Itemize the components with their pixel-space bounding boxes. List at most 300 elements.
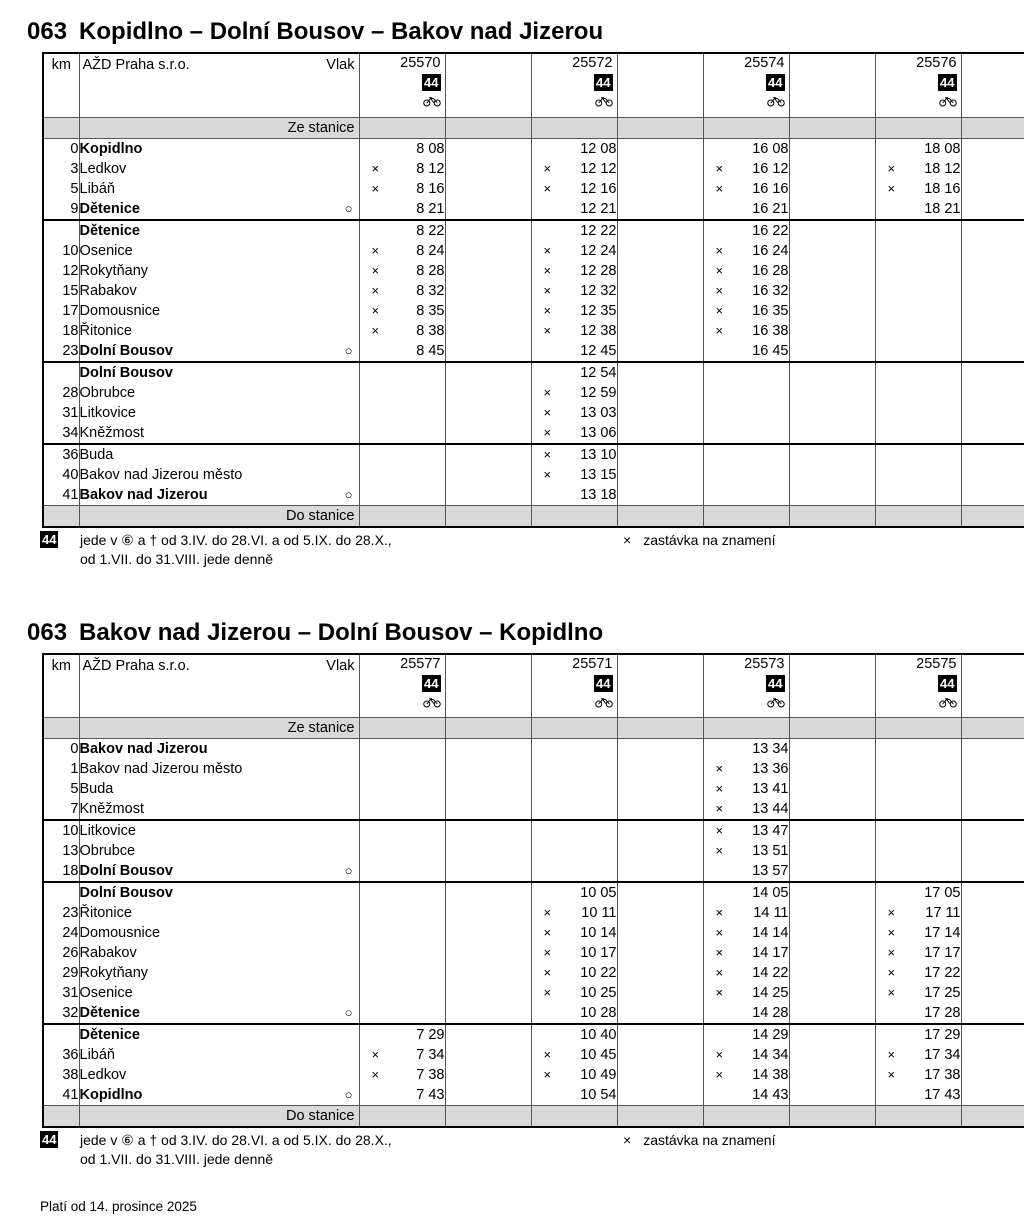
empty-cell (445, 138, 531, 159)
departure-time-cell (531, 1045, 617, 1065)
station-name: Buda (79, 781, 114, 797)
empty-cell (789, 444, 875, 465)
departure-time-cell (875, 882, 961, 903)
departure-time-cell (531, 179, 617, 199)
departure-time-cell (531, 423, 617, 444)
km-value: 3 (43, 159, 79, 179)
table-row (43, 281, 1024, 301)
station-name: Rokytňany (79, 965, 149, 981)
empty-cell (617, 138, 703, 159)
departure-time-cell (359, 220, 445, 241)
station-name-cell (79, 1003, 359, 1024)
footnote-text (80, 531, 392, 569)
band-cell-6 (875, 505, 961, 527)
departure-time-cell (703, 159, 789, 179)
departure-time-cell (531, 321, 617, 341)
time-value: 13 15 (580, 466, 617, 483)
km-value (43, 362, 79, 383)
departure-time-cell (531, 1065, 617, 1085)
empty-cell (961, 903, 1024, 923)
empty-cell (445, 1024, 531, 1045)
train-column-spacer-1 (445, 654, 531, 718)
train-column-25574 (703, 53, 789, 117)
time-value: 13 44 (752, 801, 789, 817)
band-cell-1 (445, 505, 531, 527)
empty-cell (875, 820, 961, 841)
departure-time-cell (875, 943, 961, 963)
table-row (43, 779, 1024, 799)
time-value: 10 22 (580, 965, 617, 981)
time-value: 7 34 (416, 1047, 445, 1063)
empty-cell (961, 362, 1024, 383)
empty-cell (531, 799, 617, 820)
time-value: 17 22 (924, 965, 961, 981)
empty-cell (359, 485, 445, 506)
empty-cell (789, 882, 875, 903)
timetable-title (0, 619, 1024, 653)
departure-time-cell (703, 1024, 789, 1045)
empty-cell (445, 963, 531, 983)
train-column-25573 (703, 654, 789, 718)
empty-cell (359, 739, 445, 760)
time-value: 12 59 (580, 384, 617, 401)
km-value: 10 (43, 820, 79, 841)
table-row (43, 261, 1024, 281)
request-stop-icon: × (543, 446, 552, 462)
km-value: 5 (43, 779, 79, 799)
km-value: 18 (43, 861, 79, 882)
request-stop-icon: × (715, 282, 724, 298)
station-name: Dětenice (79, 1027, 140, 1043)
time-value: 12 28 (580, 262, 617, 279)
station-name: Dolní Bousov (79, 863, 173, 879)
empty-cell (961, 943, 1024, 963)
departure-time-cell (531, 362, 617, 383)
time-value: 7 38 (416, 1067, 445, 1083)
band-cell-2 (531, 117, 617, 138)
empty-cell (961, 383, 1024, 403)
time-value: 16 32 (752, 282, 789, 299)
departure-time-cell (531, 943, 617, 963)
km-value: 10 (43, 241, 79, 261)
station-name: Obrubce (79, 843, 136, 859)
empty-cell (703, 423, 789, 444)
empty-cell (789, 1065, 875, 1085)
validity-note: Platí od 14. prosince 2025 (40, 1199, 197, 1214)
empty-cell (961, 403, 1024, 423)
station-name-cell (79, 301, 359, 321)
empty-cell (445, 159, 531, 179)
band-cell-6 (875, 1106, 961, 1128)
empty-cell (617, 403, 703, 423)
timetable-section-1 (0, 18, 1024, 619)
bicycle-icon (767, 96, 785, 107)
timetable-section-2 (0, 619, 1024, 1172)
km-value: 12 (43, 261, 79, 281)
empty-cell (703, 485, 789, 506)
station-circle-icon: ○ (344, 1005, 353, 1020)
request-stop-legend-icon: × (623, 531, 632, 548)
station-name: Osenice (79, 242, 133, 259)
empty-cell (617, 820, 703, 841)
train-number: 25575 (916, 655, 957, 672)
footnote-badge-44: 44 (42, 531, 57, 547)
empty-cell (445, 485, 531, 506)
empty-cell (617, 423, 703, 444)
band-from-label: Ze stanice (79, 117, 359, 138)
empty-cell (617, 943, 703, 963)
band-cell-5 (789, 718, 875, 739)
empty-cell (445, 362, 531, 383)
empty-cell (703, 383, 789, 403)
station-name-cell (79, 759, 359, 779)
departure-time-cell (703, 199, 789, 220)
request-stop-icon: × (371, 160, 380, 176)
band-cell-3 (617, 1106, 703, 1128)
table-row (43, 362, 1024, 383)
band-cell-1 (445, 1106, 531, 1128)
table-row (43, 179, 1024, 199)
empty-cell (617, 485, 703, 506)
empty-cell (875, 220, 961, 241)
empty-cell (445, 861, 531, 882)
empty-cell (961, 820, 1024, 841)
km-value: 40 (43, 465, 79, 485)
station-name: Kněžmost (79, 424, 144, 441)
time-value: 8 24 (416, 242, 445, 259)
km-value: 7 (43, 799, 79, 820)
departure-time-cell (531, 341, 617, 362)
departure-time-cell (531, 444, 617, 465)
km-value: 1 (43, 759, 79, 779)
time-value: 8 35 (416, 302, 445, 319)
timetables-container (0, 18, 1024, 1171)
empty-cell (445, 882, 531, 903)
empty-cell (445, 220, 531, 241)
operator-name: AŽD Praha s.r.o. (82, 657, 190, 674)
departure-time-cell (359, 241, 445, 261)
station-name-cell (79, 943, 359, 963)
km-value: 29 (43, 963, 79, 983)
station-name-cell (79, 1045, 359, 1065)
time-value: 12 24 (580, 242, 617, 259)
departure-time-cell (703, 321, 789, 341)
empty-cell (359, 1003, 445, 1024)
time-value: 12 35 (580, 302, 617, 319)
table-row (43, 1065, 1024, 1085)
empty-cell (531, 779, 617, 799)
empty-cell (617, 841, 703, 861)
station-name-cell (79, 444, 359, 465)
time-value: 13 36 (752, 761, 789, 777)
empty-cell (789, 799, 875, 820)
request-stop-icon: × (371, 302, 380, 318)
empty-cell (789, 923, 875, 943)
request-stop-icon: × (371, 282, 380, 298)
station-name: Rabakov (79, 945, 137, 961)
empty-cell (617, 882, 703, 903)
empty-cell (445, 1065, 531, 1085)
time-value: 16 21 (752, 200, 789, 217)
departure-time-cell (703, 779, 789, 799)
station-name-cell (79, 138, 359, 159)
train-number: 25573 (744, 655, 785, 672)
time-value: 13 06 (580, 424, 617, 441)
table-row (43, 159, 1024, 179)
time-value: 14 11 (753, 905, 789, 921)
station-name-cell (79, 841, 359, 861)
station-name: Kopidlno (79, 1087, 143, 1103)
empty-cell (617, 341, 703, 362)
time-value: 13 51 (752, 843, 789, 859)
empty-cell (617, 861, 703, 882)
note-badge-44: 44 (424, 675, 439, 691)
train-column-spacer-5 (789, 654, 875, 718)
table-row (43, 199, 1024, 220)
station-name: Kněžmost (79, 801, 144, 817)
empty-cell (961, 983, 1024, 1003)
empty-cell (961, 1024, 1024, 1045)
footnote-line-1: jede v ⑥ a † od 3.IV. do 28.VI. a od 5.IX. do 28.X., (80, 531, 392, 548)
departure-time-cell (703, 799, 789, 820)
station-name-cell (79, 241, 359, 261)
empty-cell (359, 465, 445, 485)
request-stop-icon: × (543, 905, 552, 920)
time-value: 10 40 (580, 1027, 617, 1043)
bicycle-icon (939, 697, 957, 708)
station-name-cell (79, 1085, 359, 1106)
empty-cell (789, 1085, 875, 1106)
bicycle-icon (595, 697, 613, 708)
station-name: Ledkov (79, 160, 127, 177)
departure-time-cell (531, 923, 617, 943)
table-row (43, 820, 1024, 841)
table-row (43, 301, 1024, 321)
empty-cell (789, 983, 875, 1003)
bicycle-icon (939, 96, 957, 107)
time-value: 16 28 (752, 262, 789, 279)
departure-time-cell (875, 1024, 961, 1045)
station-name-cell (79, 1065, 359, 1085)
empty-cell (961, 301, 1024, 321)
train-column-spacer-7 (961, 654, 1024, 718)
departure-time-cell (531, 1085, 617, 1106)
operator-cell (79, 654, 359, 718)
train-column-spacer-5 (789, 53, 875, 117)
km-value (43, 1024, 79, 1045)
note-badge-44: 44 (940, 75, 955, 90)
time-value: 16 38 (752, 322, 789, 339)
time-value: 16 45 (752, 342, 789, 359)
band-cell-3 (617, 718, 703, 739)
empty-cell (617, 241, 703, 261)
band-cell-6 (875, 117, 961, 138)
request-stop-icon: × (715, 905, 724, 920)
departure-time-cell (531, 1003, 617, 1024)
departure-time-cell (703, 943, 789, 963)
table-row (43, 423, 1024, 444)
band-cell-4 (703, 718, 789, 739)
station-name-cell (79, 882, 359, 903)
request-stop-icon: × (543, 302, 552, 318)
table-footnote (40, 531, 1024, 571)
station-name-cell (79, 799, 359, 820)
station-name: Řitonice (79, 905, 132, 921)
train-number: 25571 (572, 655, 613, 672)
train-column-25572 (531, 53, 617, 117)
empty-cell (875, 301, 961, 321)
km-value: 5 (43, 179, 79, 199)
station-circle-icon: ○ (344, 200, 353, 216)
km-value: 34 (43, 423, 79, 444)
band-cell-7 (961, 718, 1024, 739)
station-name: Libáň (79, 180, 115, 197)
station-name: Osenice (79, 985, 133, 1001)
request-stop-icon: × (543, 180, 552, 196)
station-name-cell (79, 861, 359, 882)
time-value: 16 12 (752, 160, 789, 177)
departure-time-cell (703, 220, 789, 241)
empty-cell (961, 159, 1024, 179)
request-stop-icon: × (887, 965, 896, 980)
empty-cell (789, 1045, 875, 1065)
empty-cell (617, 903, 703, 923)
empty-cell (617, 1045, 703, 1065)
station-name: Dolní Bousov (79, 885, 173, 901)
empty-cell (875, 403, 961, 423)
empty-cell (789, 739, 875, 760)
band-cell-5 (789, 1106, 875, 1128)
bicycle-icon (423, 96, 441, 107)
bicycle-transport-icon (704, 94, 785, 111)
band-to-label: Do stanice (79, 1106, 359, 1128)
empty-cell (617, 1085, 703, 1106)
departure-time-cell (703, 1085, 789, 1106)
departure-time-cell (703, 341, 789, 362)
request-stop-icon: × (715, 761, 724, 776)
empty-cell (875, 261, 961, 281)
bicycle-transport-icon (360, 695, 441, 712)
request-stop-icon: × (543, 985, 552, 1000)
train-column-25577 (359, 654, 445, 718)
empty-cell (445, 179, 531, 199)
empty-cell (789, 423, 875, 444)
empty-cell (445, 241, 531, 261)
station-name: Řitonice (79, 322, 132, 339)
train-column-25575 (875, 654, 961, 718)
station-circle-icon: ○ (344, 1087, 353, 1102)
departure-time-cell (875, 903, 961, 923)
station-name: Dolní Bousov (79, 342, 173, 359)
station-name: Ledkov (79, 1067, 127, 1083)
station-name-cell (79, 321, 359, 341)
request-stop-icon: × (543, 242, 552, 258)
train-column-spacer-1 (445, 53, 531, 117)
empty-cell (789, 820, 875, 841)
time-value: 17 05 (924, 885, 961, 901)
table-row (43, 923, 1024, 943)
km-value: 24 (43, 923, 79, 943)
request-stop-icon: × (887, 180, 896, 196)
empty-cell (445, 321, 531, 341)
request-stop-icon: × (371, 1067, 380, 1082)
request-stop-icon: × (715, 965, 724, 980)
station-name-cell (79, 903, 359, 923)
table-row (43, 220, 1024, 241)
band-cell-3 (617, 505, 703, 527)
empty-cell (875, 465, 961, 485)
time-value: 8 38 (416, 322, 445, 339)
empty-cell (961, 861, 1024, 882)
request-stop-icon: × (371, 262, 380, 278)
empty-cell (445, 779, 531, 799)
train-label: Vlak (326, 57, 355, 73)
table-row (43, 1003, 1024, 1024)
empty-cell (445, 383, 531, 403)
empty-cell (875, 362, 961, 383)
band-cell-1 (445, 117, 531, 138)
footnote-line-2: od 1.VII. do 31.VIII. jede denně (80, 550, 274, 567)
time-value: 13 47 (752, 823, 789, 839)
request-stop-icon: × (543, 160, 552, 176)
table-row (43, 983, 1024, 1003)
train-number: 25576 (916, 55, 957, 71)
time-value: 13 57 (752, 863, 789, 879)
empty-cell (789, 841, 875, 861)
time-value: 8 21 (416, 200, 445, 217)
table-row (43, 963, 1024, 983)
band-cell-5 (789, 117, 875, 138)
empty-cell (961, 423, 1024, 444)
request-stop-icon: × (543, 262, 552, 278)
station-circle-icon: ○ (344, 863, 353, 878)
empty-cell (445, 199, 531, 220)
footnote-right (623, 531, 775, 550)
table-row (43, 321, 1024, 341)
empty-cell (359, 383, 445, 403)
footnote-badge-44: 44 (42, 1132, 57, 1147)
footnote-right (623, 1131, 775, 1150)
empty-cell (961, 923, 1024, 943)
departure-time-cell (359, 321, 445, 341)
table-row (43, 861, 1024, 882)
time-value: 14 29 (752, 1027, 789, 1043)
table-row (43, 943, 1024, 963)
departure-time-cell (531, 199, 617, 220)
time-value: 16 35 (752, 302, 789, 319)
empty-cell (617, 1024, 703, 1045)
departure-time-cell (359, 1024, 445, 1045)
empty-cell (445, 403, 531, 423)
empty-cell (445, 341, 531, 362)
station-name: Bakov nad Jizerou město (79, 761, 243, 777)
request-stop-icon: × (715, 823, 724, 838)
station-name-cell (79, 403, 359, 423)
empty-cell (445, 1003, 531, 1024)
band-cell-4 (703, 1106, 789, 1128)
train-column-25570 (359, 53, 445, 117)
empty-cell (617, 963, 703, 983)
time-value: 8 32 (416, 282, 445, 299)
empty-cell (703, 465, 789, 485)
km-value: 23 (43, 903, 79, 923)
line-number: 063 (27, 18, 68, 45)
bicycle-icon (595, 96, 613, 107)
time-value: 10 54 (580, 1087, 617, 1103)
empty-cell (359, 963, 445, 983)
time-value: 12 38 (580, 322, 617, 339)
empty-cell (875, 861, 961, 882)
